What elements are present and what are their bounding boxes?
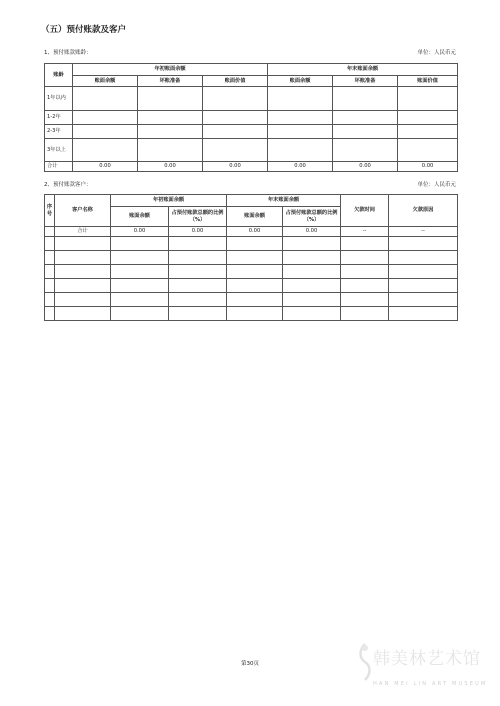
table-cell <box>203 125 268 139</box>
row-label: 3年以上 <box>45 139 73 162</box>
table-cell <box>333 111 398 125</box>
table-row <box>45 293 458 307</box>
table-row <box>45 237 458 251</box>
end-balance-group-header: 年末账面余额 <box>268 64 458 76</box>
watermark-latin: HAN MEI LIN ART MUSEUM <box>373 681 488 687</box>
table-cell <box>398 139 458 162</box>
table-cell: -- <box>341 227 389 237</box>
seq-header: 序号 <box>45 195 55 227</box>
table-row-total <box>45 227 458 237</box>
table-row <box>45 111 458 125</box>
table-cell <box>138 87 203 111</box>
table-cell: 0.00 <box>398 162 458 172</box>
table-row <box>45 265 458 279</box>
prepayment-aging-table <box>44 63 458 172</box>
table-cell: -- <box>389 227 458 237</box>
table-cell <box>73 87 138 111</box>
table-cell: 0.00 <box>333 162 398 172</box>
col-header: 坏账准备 <box>138 76 203 87</box>
end-balance-group-header: 年末账面余额 <box>227 195 341 207</box>
section2-unit: 单位：人民币元 <box>417 182 456 188</box>
table-cell: 0.00 <box>227 227 283 237</box>
col-header: 账面价值 <box>398 76 458 87</box>
table-row <box>45 279 458 293</box>
table-cell <box>73 111 138 125</box>
row-label: 1-2年 <box>45 111 73 125</box>
table-row <box>45 139 458 162</box>
table-cell <box>45 227 55 237</box>
page-title: （五）预付账款及客户 <box>41 25 127 35</box>
row-label: 2-3年 <box>45 125 73 139</box>
overdue-reason-header: 欠款原因 <box>389 195 458 227</box>
table-cell <box>268 111 333 125</box>
row-label: 合计 <box>45 162 73 172</box>
overdue-time-header: 欠款时间 <box>341 195 389 227</box>
col-header: 账面余额 <box>227 207 283 227</box>
table-cell: 0.00 <box>73 162 138 172</box>
section1-label: 1、预付账款账龄： <box>44 50 92 56</box>
col-header: 坏账准备 <box>333 76 398 87</box>
table-cell <box>203 139 268 162</box>
col-header: 账面余额 <box>268 76 333 87</box>
table-cell: 0.00 <box>283 227 341 237</box>
col-header: 占预付账款总额的比例（%） <box>169 207 227 227</box>
table-row <box>45 125 458 139</box>
table-cell <box>138 111 203 125</box>
table-cell: 0.00 <box>203 162 268 172</box>
table-cell: 0.00 <box>111 227 169 237</box>
table-cell <box>138 125 203 139</box>
table-row-total <box>45 162 458 172</box>
table-cell <box>268 87 333 111</box>
col-header: 账面余额 <box>111 207 169 227</box>
watermark-script: 韩美林艺术馆 <box>373 649 481 669</box>
table-cell <box>333 139 398 162</box>
table-cell: 0.00 <box>138 162 203 172</box>
row-label: 1年以内 <box>45 87 73 111</box>
table-cell <box>203 87 268 111</box>
table-cell <box>73 125 138 139</box>
table-cell <box>333 87 398 111</box>
table-row <box>45 307 458 321</box>
table-cell <box>398 111 458 125</box>
table-cell <box>268 139 333 162</box>
table-cell <box>398 125 458 139</box>
section2-label: 2、预付账款客户： <box>44 182 92 188</box>
table-cell <box>73 139 138 162</box>
table-cell <box>268 125 333 139</box>
museum-watermark <box>355 640 500 706</box>
table-cell: 0.00 <box>268 162 333 172</box>
section1-unit: 单位：人民币元 <box>417 50 456 56</box>
begin-balance-group-header: 年初账面余额 <box>111 195 227 207</box>
page-number: 第30页 <box>241 661 259 667</box>
total-label: 合计 <box>55 227 111 237</box>
table-cell <box>333 125 398 139</box>
col-header: 占预付账款总额的比例（%） <box>283 207 341 227</box>
table-cell: 0.00 <box>169 227 227 237</box>
col-header: 账面余额 <box>73 76 138 87</box>
table-cell <box>203 111 268 125</box>
aging-corner-header: 账龄 <box>45 64 73 87</box>
prepayment-customer-table <box>44 194 458 321</box>
begin-balance-group-header: 年初账面余额 <box>73 64 268 76</box>
customer-name-header: 客户名称 <box>55 195 111 227</box>
table-cell <box>138 139 203 162</box>
col-header: 账面价值 <box>203 76 268 87</box>
table-row <box>45 251 458 265</box>
table-row <box>45 87 458 111</box>
watermark-figure-icon <box>355 642 375 682</box>
table-cell <box>398 87 458 111</box>
